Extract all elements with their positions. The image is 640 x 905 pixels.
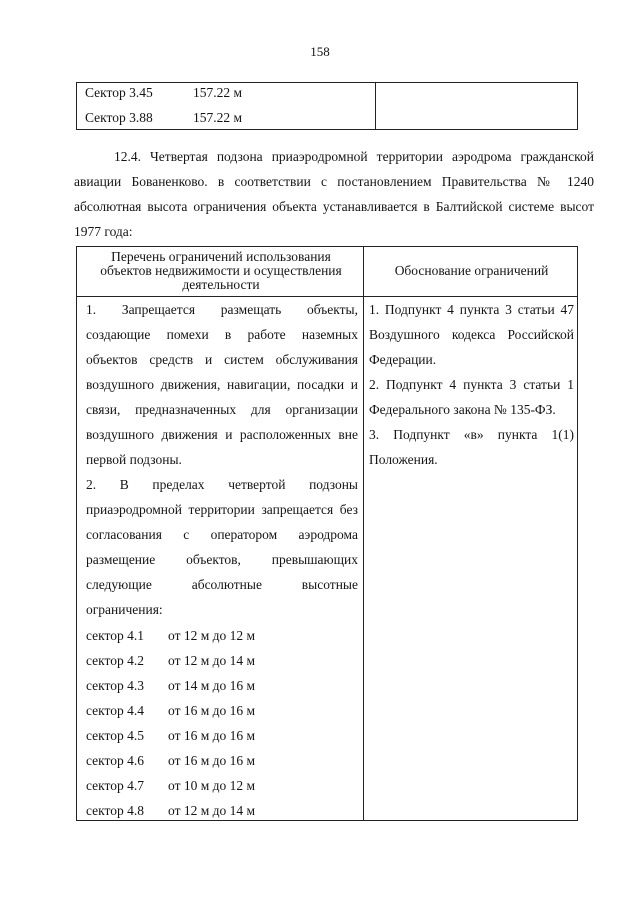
restrictions-table bbox=[76, 246, 578, 821]
page-number: 158 bbox=[310, 44, 330, 59]
sector-name: сектор 4.2 bbox=[86, 653, 145, 668]
justification-item-3: 3. Подпункт «в» пункта 1(1) Положения. bbox=[369, 427, 574, 467]
top-table-row bbox=[85, 85, 243, 101]
sector-name: Сектор 3.88 bbox=[85, 110, 153, 125]
sector-name: Сектор 3.45 bbox=[85, 85, 153, 100]
sector-row bbox=[86, 648, 358, 673]
sector-list bbox=[86, 623, 358, 823]
sector-range: от 12 м до 14 м bbox=[168, 803, 256, 818]
sector-row bbox=[86, 623, 358, 648]
sector-row bbox=[86, 698, 358, 723]
sector-range: от 10 м до 12 м bbox=[168, 778, 256, 793]
restriction-item-2: 2. В пределах четвертой подзоны приаэродромной территории запрещается без согласования с оператором аэродрома размещение объектов, превышающих следующие абсолютные высотные ограничения: bbox=[86, 477, 358, 617]
justification-item-2: 2. Подпункт 4 пункта 3 статьи 1 Федерального закона № 135-ФЗ. bbox=[369, 377, 574, 417]
top-table bbox=[76, 82, 578, 130]
sector-name: сектор 4.4 bbox=[86, 703, 145, 718]
section-paragraph: 12.4. Четвертая подзона приаэродромной территории аэродрома гражданской авиации Бованенково. в соответствии с постановлением Правительства № 1240 абсолютная высота ограничения объекта устанавливается в Балтийской системе высот 1977 года: bbox=[74, 149, 594, 239]
sector-range: от 12 м до 12 м bbox=[168, 628, 256, 643]
sector-row bbox=[86, 723, 358, 748]
sector-row bbox=[86, 773, 358, 798]
sector-row bbox=[86, 673, 358, 698]
sector-name: сектор 4.1 bbox=[86, 628, 145, 643]
table-column-divider bbox=[363, 247, 364, 820]
sector-range: от 16 м до 16 м bbox=[168, 753, 256, 768]
header-restrictions: Перечень ограничений использования объектов недвижимости и осуществления деятельности bbox=[100, 249, 342, 292]
sector-row bbox=[86, 798, 358, 823]
justification-cell bbox=[369, 297, 574, 472]
top-table-row bbox=[85, 110, 243, 126]
sector-name: сектор 4.6 bbox=[86, 753, 145, 768]
sector-range: от 14 м до 16 м bbox=[168, 678, 256, 693]
sector-range: от 12 м до 14 м bbox=[168, 653, 256, 668]
sector-name: сектор 4.3 bbox=[86, 678, 145, 693]
top-table-divider bbox=[375, 83, 376, 129]
sector-name: сектор 4.7 bbox=[86, 778, 145, 793]
sector-range: от 16 м до 16 м bbox=[168, 703, 256, 718]
sector-range: от 16 м до 16 м bbox=[168, 728, 256, 743]
restriction-item-1: 1. Запрещается размещать объекты, создающие помехи в работе наземных объектов средств и систем обслуживания воздушного движения, навигации, посадки и связи, предназначенных для организации воздушного движения и расположенных вне первой подзоны. bbox=[86, 302, 358, 467]
justification-item-1: 1. Подпункт 4 пункта 3 статьи 47 Воздушного кодекса Российской Федерации. bbox=[369, 302, 574, 367]
sector-value: 157.22 м bbox=[193, 85, 243, 100]
sector-name: сектор 4.8 bbox=[86, 803, 145, 818]
restrictions-cell bbox=[86, 297, 358, 823]
sector-value: 157.22 м bbox=[193, 110, 243, 125]
header-justification: Обоснование ограничений bbox=[394, 263, 549, 278]
sector-row bbox=[86, 748, 358, 773]
sector-name: сектор 4.5 bbox=[86, 728, 145, 743]
